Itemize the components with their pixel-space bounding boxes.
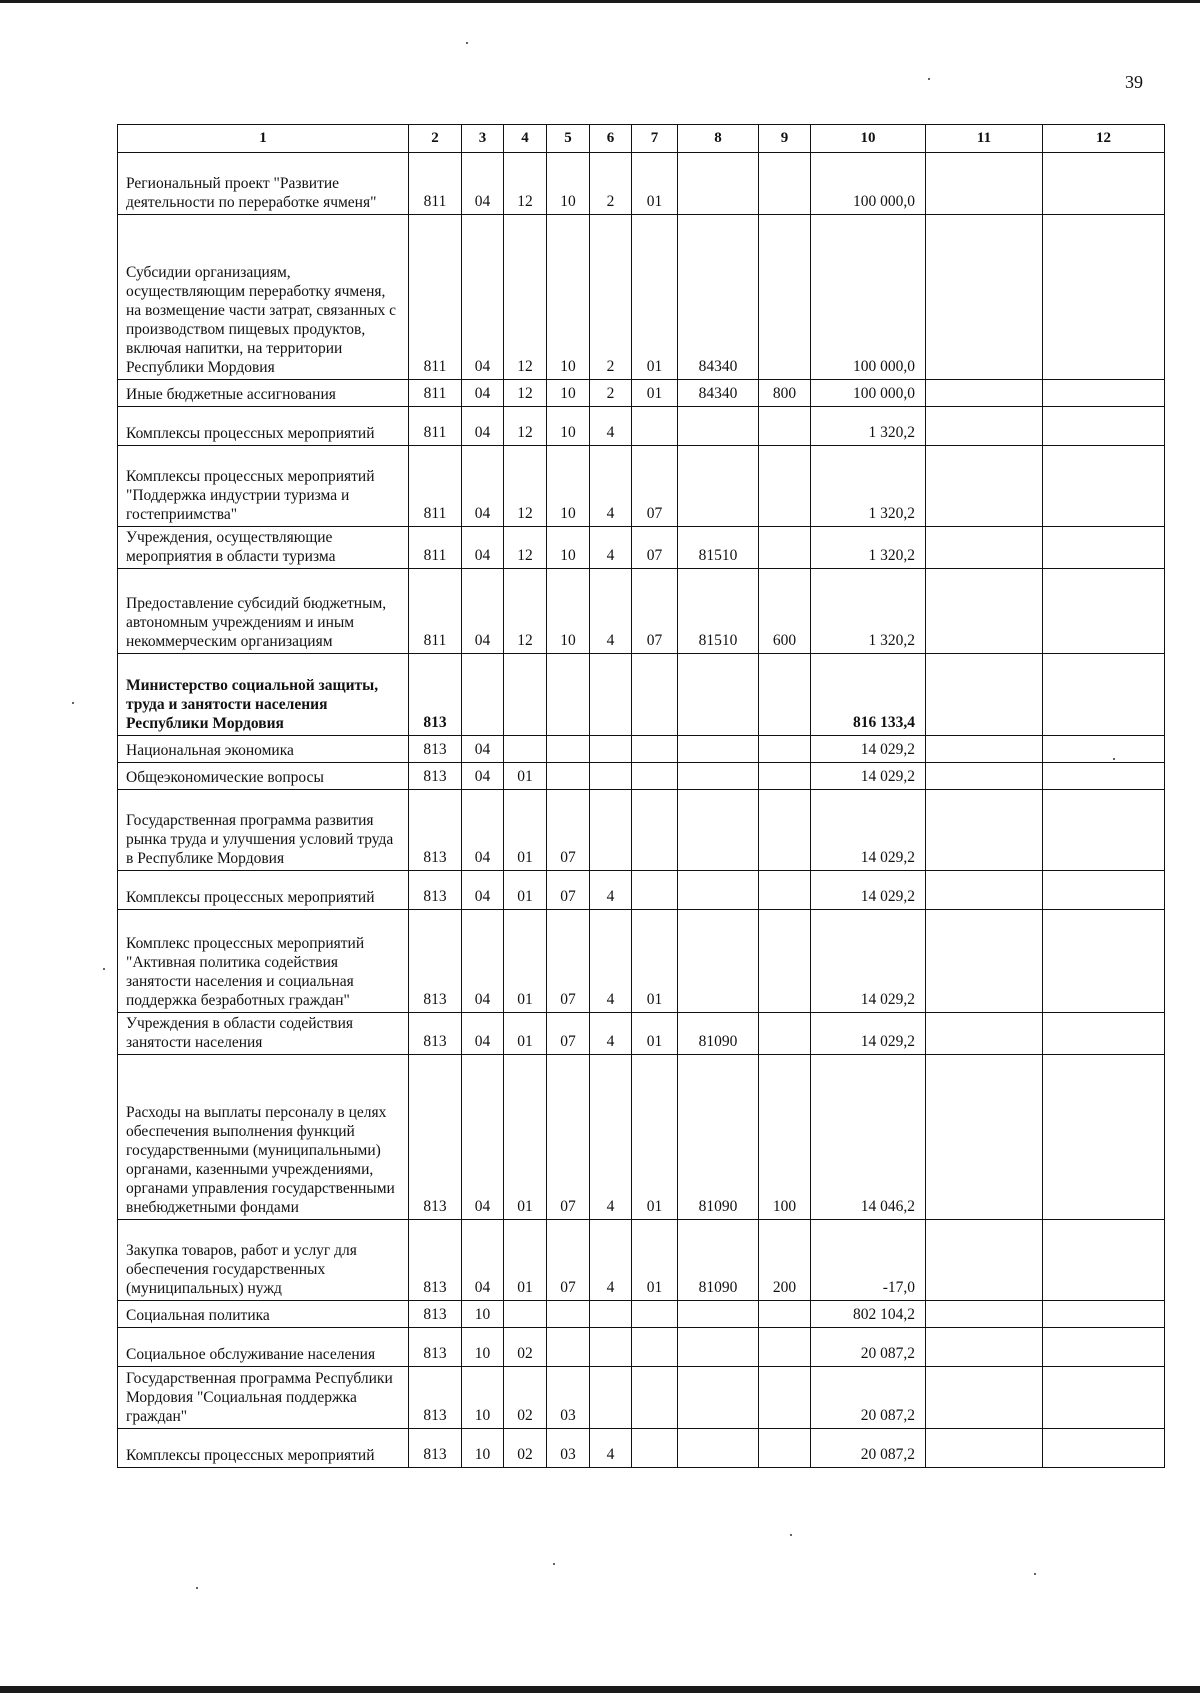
cell-col-2: 813 <box>409 763 462 790</box>
cell-col-10: 1 320,2 <box>811 527 926 569</box>
cell-col-11 <box>926 380 1043 407</box>
table-row <box>118 153 1165 215</box>
table-row <box>118 1013 1165 1055</box>
cell-col-3: 10 <box>462 1367 504 1429</box>
cell-col-9: 600 <box>759 569 811 654</box>
cell-col-5 <box>547 1328 590 1367</box>
cell-col-6 <box>590 736 632 763</box>
cell-col-6: 4 <box>590 1055 632 1220</box>
cell-col-6 <box>590 1328 632 1367</box>
cell-col-5: 07 <box>547 910 590 1013</box>
cell-col-4: 02 <box>504 1429 547 1468</box>
cell-col-6: 4 <box>590 1013 632 1055</box>
cell-col-12 <box>1043 1301 1165 1328</box>
cell-col-6: 4 <box>590 1429 632 1468</box>
cell-col-3: 04 <box>462 736 504 763</box>
scan-speck <box>1113 758 1115 760</box>
cell-col-2: 813 <box>409 1220 462 1301</box>
row-name-cell: Комплексы процессных мероприятий <box>118 871 409 910</box>
cell-col-9 <box>759 527 811 569</box>
cell-col-8: 81090 <box>678 1055 759 1220</box>
column-header: 4 <box>504 125 547 153</box>
cell-col-6: 4 <box>590 910 632 1013</box>
cell-col-9 <box>759 215 811 380</box>
cell-col-8 <box>678 446 759 527</box>
cell-col-2: 811 <box>409 215 462 380</box>
cell-col-5: 10 <box>547 153 590 215</box>
cell-col-3: 04 <box>462 790 504 871</box>
cell-col-7 <box>632 1328 678 1367</box>
table-header-row <box>118 125 1165 153</box>
cell-col-8 <box>678 1328 759 1367</box>
cell-col-7: 07 <box>632 569 678 654</box>
table-row <box>118 1055 1165 1220</box>
cell-col-9 <box>759 1429 811 1468</box>
cell-col-8: 81090 <box>678 1013 759 1055</box>
cell-col-2: 813 <box>409 790 462 871</box>
cell-col-11 <box>926 527 1043 569</box>
cell-col-6 <box>590 763 632 790</box>
cell-col-10: 1 320,2 <box>811 446 926 527</box>
cell-col-8: 81510 <box>678 527 759 569</box>
row-name-cell: Закупка товаров, работ и услуг для обеспечения государственных (муниципальных) нужд <box>118 1220 409 1301</box>
cell-col-6 <box>590 1367 632 1429</box>
cell-col-7 <box>632 1367 678 1429</box>
table-body <box>118 153 1165 1468</box>
cell-col-7 <box>632 1429 678 1468</box>
cell-col-10: 100 000,0 <box>811 215 926 380</box>
cell-col-3: 04 <box>462 1055 504 1220</box>
scan-speck <box>466 42 468 44</box>
cell-col-6: 4 <box>590 527 632 569</box>
cell-col-10: 20 087,2 <box>811 1429 926 1468</box>
cell-col-7 <box>632 654 678 736</box>
cell-col-4: 12 <box>504 380 547 407</box>
cell-col-7: 01 <box>632 910 678 1013</box>
table-row <box>118 1301 1165 1328</box>
cell-col-11 <box>926 1328 1043 1367</box>
cell-col-7 <box>632 790 678 871</box>
cell-col-11 <box>926 1013 1043 1055</box>
column-header: 7 <box>632 125 678 153</box>
cell-col-5: 10 <box>547 569 590 654</box>
cell-col-8 <box>678 790 759 871</box>
scan-speck <box>790 1534 792 1536</box>
cell-col-3: 04 <box>462 910 504 1013</box>
cell-col-10: 20 087,2 <box>811 1328 926 1367</box>
cell-col-3: 10 <box>462 1301 504 1328</box>
table-row <box>118 871 1165 910</box>
cell-col-2: 811 <box>409 153 462 215</box>
cell-col-8 <box>678 1301 759 1328</box>
cell-col-6: 4 <box>590 407 632 446</box>
cell-col-6: 4 <box>590 871 632 910</box>
cell-col-7: 01 <box>632 1220 678 1301</box>
row-name-cell: Национальная экономика <box>118 736 409 763</box>
cell-col-7 <box>632 763 678 790</box>
column-header: 6 <box>590 125 632 153</box>
cell-col-9 <box>759 1013 811 1055</box>
cell-col-2: 811 <box>409 407 462 446</box>
cell-col-8 <box>678 1367 759 1429</box>
cell-col-3: 04 <box>462 569 504 654</box>
cell-col-10: 14 029,2 <box>811 871 926 910</box>
cell-col-5 <box>547 1301 590 1328</box>
cell-col-2: 811 <box>409 527 462 569</box>
cell-col-10: 1 320,2 <box>811 569 926 654</box>
cell-col-2: 811 <box>409 380 462 407</box>
table-row <box>118 215 1165 380</box>
cell-col-8 <box>678 1429 759 1468</box>
cell-col-5: 07 <box>547 871 590 910</box>
cell-col-2: 813 <box>409 654 462 736</box>
table-row <box>118 1429 1165 1468</box>
cell-col-9: 100 <box>759 1055 811 1220</box>
cell-col-2: 813 <box>409 910 462 1013</box>
cell-col-3: 04 <box>462 446 504 527</box>
scan-speck <box>1034 1573 1036 1575</box>
cell-col-12 <box>1043 1220 1165 1301</box>
scan-speck <box>72 702 74 704</box>
cell-col-4: 12 <box>504 407 547 446</box>
cell-col-7: 01 <box>632 380 678 407</box>
cell-col-12 <box>1043 1328 1165 1367</box>
row-name-cell: Министерство социальной защиты, труда и занятости населения Республики Мордовия <box>118 654 409 736</box>
cell-col-11 <box>926 153 1043 215</box>
cell-col-12 <box>1043 790 1165 871</box>
table-row <box>118 407 1165 446</box>
cell-col-4: 12 <box>504 446 547 527</box>
cell-col-5 <box>547 654 590 736</box>
cell-col-9: 800 <box>759 380 811 407</box>
table-row <box>118 569 1165 654</box>
cell-col-3: 04 <box>462 1220 504 1301</box>
row-name-cell: Социальная политика <box>118 1301 409 1328</box>
column-header: 3 <box>462 125 504 153</box>
cell-col-4: 01 <box>504 1220 547 1301</box>
row-name-cell: Комплекс процессных мероприятий "Активная политика содействия занятости населения и социальная поддержка безработных граждан" <box>118 910 409 1013</box>
cell-col-5: 10 <box>547 215 590 380</box>
cell-col-10: 802 104,2 <box>811 1301 926 1328</box>
cell-col-4: 01 <box>504 871 547 910</box>
table-row <box>118 1328 1165 1367</box>
cell-col-2: 813 <box>409 1367 462 1429</box>
scan-speck <box>196 1587 198 1589</box>
cell-col-10: 14 029,2 <box>811 1013 926 1055</box>
cell-col-3: 04 <box>462 763 504 790</box>
cell-col-7 <box>632 736 678 763</box>
cell-col-10: 14 029,2 <box>811 910 926 1013</box>
cell-col-11 <box>926 1429 1043 1468</box>
cell-col-8 <box>678 763 759 790</box>
cell-col-9 <box>759 763 811 790</box>
cell-col-12 <box>1043 1013 1165 1055</box>
cell-col-10: 1 320,2 <box>811 407 926 446</box>
cell-col-2: 813 <box>409 871 462 910</box>
cell-col-4 <box>504 736 547 763</box>
row-name-cell: Комплексы процессных мероприятий <box>118 407 409 446</box>
cell-col-11 <box>926 1367 1043 1429</box>
cell-col-11 <box>926 763 1043 790</box>
table-row <box>118 446 1165 527</box>
cell-col-4: 01 <box>504 910 547 1013</box>
cell-col-3: 04 <box>462 153 504 215</box>
cell-col-7: 01 <box>632 1013 678 1055</box>
cell-col-10: -17,0 <box>811 1220 926 1301</box>
cell-col-10: 14 029,2 <box>811 736 926 763</box>
cell-col-11 <box>926 910 1043 1013</box>
cell-col-8: 84340 <box>678 380 759 407</box>
cell-col-6: 2 <box>590 153 632 215</box>
cell-col-5: 07 <box>547 1055 590 1220</box>
cell-col-7: 01 <box>632 153 678 215</box>
table-row <box>118 654 1165 736</box>
cell-col-4: 01 <box>504 763 547 790</box>
cell-col-4 <box>504 654 547 736</box>
cell-col-12 <box>1043 153 1165 215</box>
scan-speck <box>553 1563 555 1565</box>
cell-col-7: 07 <box>632 446 678 527</box>
cell-col-3 <box>462 654 504 736</box>
cell-col-12 <box>1043 1367 1165 1429</box>
cell-col-10: 14 029,2 <box>811 763 926 790</box>
cell-col-2: 813 <box>409 736 462 763</box>
cell-col-3: 04 <box>462 380 504 407</box>
cell-col-9 <box>759 1328 811 1367</box>
cell-col-6 <box>590 790 632 871</box>
cell-col-8 <box>678 910 759 1013</box>
cell-col-7 <box>632 1301 678 1328</box>
cell-col-6: 2 <box>590 215 632 380</box>
cell-col-3: 04 <box>462 407 504 446</box>
cell-col-5: 03 <box>547 1367 590 1429</box>
cell-col-7 <box>632 407 678 446</box>
cell-col-12 <box>1043 380 1165 407</box>
row-name-cell: Субсидии организациям, осуществляющим переработку ячменя, на возмещение части затрат, связанных с производством пищевых продуктов, включая напитки, на территории Республики Мордовия <box>118 215 409 380</box>
cell-col-5: 10 <box>547 407 590 446</box>
cell-col-4: 12 <box>504 569 547 654</box>
cell-col-6 <box>590 654 632 736</box>
row-name-cell: Расходы на выплаты персоналу в целях обеспечения выполнения функций государственными (муниципальными) органами, казенными учреждениями, органами управления государственными внебюджетными фондами <box>118 1055 409 1220</box>
cell-col-2: 811 <box>409 569 462 654</box>
row-name-cell: Учреждения в области содействия занятости населения <box>118 1013 409 1055</box>
cell-col-2: 813 <box>409 1328 462 1367</box>
cell-col-4: 01 <box>504 1055 547 1220</box>
row-name-cell: Государственная программа развития рынка труда и улучшения условий труда в Республике Мордовия <box>118 790 409 871</box>
cell-col-11 <box>926 790 1043 871</box>
cell-col-2: 811 <box>409 446 462 527</box>
cell-col-12 <box>1043 569 1165 654</box>
cell-col-2: 813 <box>409 1013 462 1055</box>
cell-col-4: 02 <box>504 1328 547 1367</box>
column-header: 5 <box>547 125 590 153</box>
cell-col-9 <box>759 654 811 736</box>
cell-col-4: 01 <box>504 790 547 871</box>
row-name-cell: Иные бюджетные ассигнования <box>118 380 409 407</box>
row-name-cell: Комплексы процессных мероприятий <box>118 1429 409 1468</box>
table-row <box>118 910 1165 1013</box>
cell-col-11 <box>926 1301 1043 1328</box>
cell-col-9 <box>759 910 811 1013</box>
cell-col-5: 07 <box>547 1013 590 1055</box>
cell-col-7: 01 <box>632 1055 678 1220</box>
cell-col-10: 14 046,2 <box>811 1055 926 1220</box>
row-name-cell: Комплексы процессных мероприятий "Поддержка индустрии туризма и гостеприимства" <box>118 446 409 527</box>
cell-col-10: 14 029,2 <box>811 790 926 871</box>
scan-edge-bottom <box>0 1686 1200 1693</box>
cell-col-5: 10 <box>547 527 590 569</box>
cell-col-3: 10 <box>462 1429 504 1468</box>
cell-col-4: 12 <box>504 527 547 569</box>
cell-col-6: 2 <box>590 380 632 407</box>
cell-col-11 <box>926 1055 1043 1220</box>
table-row <box>118 1367 1165 1429</box>
cell-col-9: 200 <box>759 1220 811 1301</box>
cell-col-8: 81510 <box>678 569 759 654</box>
row-name-cell: Социальное обслуживание населения <box>118 1328 409 1367</box>
table-row <box>118 380 1165 407</box>
cell-col-8 <box>678 736 759 763</box>
cell-col-5 <box>547 763 590 790</box>
cell-col-11 <box>926 654 1043 736</box>
cell-col-6: 4 <box>590 446 632 527</box>
cell-col-9 <box>759 446 811 527</box>
cell-col-7: 07 <box>632 527 678 569</box>
cell-col-5: 07 <box>547 790 590 871</box>
cell-col-11 <box>926 736 1043 763</box>
cell-col-10: 816 133,4 <box>811 654 926 736</box>
cell-col-12 <box>1043 446 1165 527</box>
scan-edge-top <box>0 0 1200 3</box>
cell-col-4: 12 <box>504 153 547 215</box>
cell-col-4: 01 <box>504 1013 547 1055</box>
cell-col-2: 813 <box>409 1055 462 1220</box>
table-row <box>118 736 1165 763</box>
cell-col-9 <box>759 153 811 215</box>
cell-col-12 <box>1043 736 1165 763</box>
cell-col-5 <box>547 736 590 763</box>
cell-col-8 <box>678 407 759 446</box>
column-header: 11 <box>926 125 1043 153</box>
cell-col-10: 20 087,2 <box>811 1367 926 1429</box>
cell-col-11 <box>926 446 1043 527</box>
cell-col-12 <box>1043 527 1165 569</box>
page-number: 39 <box>1125 72 1143 92</box>
cell-col-11 <box>926 215 1043 380</box>
cell-col-9 <box>759 1367 811 1429</box>
column-header: 9 <box>759 125 811 153</box>
cell-col-12 <box>1043 654 1165 736</box>
table-row <box>118 790 1165 871</box>
cell-col-3: 04 <box>462 871 504 910</box>
cell-col-2: 813 <box>409 1301 462 1328</box>
cell-col-6 <box>590 1301 632 1328</box>
cell-col-9 <box>759 790 811 871</box>
cell-col-8: 84340 <box>678 215 759 380</box>
scan-speck <box>103 968 105 970</box>
column-header: 2 <box>409 125 462 153</box>
cell-col-9 <box>759 736 811 763</box>
table-row <box>118 1220 1165 1301</box>
row-name-cell: Государственная программа Республики Мордовия "Социальная поддержка граждан" <box>118 1367 409 1429</box>
cell-col-8 <box>678 153 759 215</box>
cell-col-10: 100 000,0 <box>811 153 926 215</box>
cell-col-6: 4 <box>590 569 632 654</box>
cell-col-9 <box>759 407 811 446</box>
scan-speck <box>928 78 930 80</box>
cell-col-3: 04 <box>462 527 504 569</box>
cell-col-7: 01 <box>632 215 678 380</box>
column-header: 12 <box>1043 125 1165 153</box>
column-header: 8 <box>678 125 759 153</box>
cell-col-12 <box>1043 1429 1165 1468</box>
row-name-cell: Общеэкономические вопросы <box>118 763 409 790</box>
cell-col-5: 10 <box>547 446 590 527</box>
cell-col-4: 12 <box>504 215 547 380</box>
cell-col-8 <box>678 871 759 910</box>
cell-col-12 <box>1043 407 1165 446</box>
cell-col-12 <box>1043 910 1165 1013</box>
cell-col-6: 4 <box>590 1220 632 1301</box>
cell-col-2: 813 <box>409 1429 462 1468</box>
cell-col-3: 04 <box>462 1013 504 1055</box>
cell-col-11 <box>926 871 1043 910</box>
budget-table <box>117 124 1165 1468</box>
cell-col-5: 07 <box>547 1220 590 1301</box>
cell-col-9 <box>759 871 811 910</box>
row-name-cell: Предоставление субсидий бюджетным, автономным учреждениям и иным некоммерческим организациям <box>118 569 409 654</box>
cell-col-11 <box>926 1220 1043 1301</box>
cell-col-11 <box>926 407 1043 446</box>
row-name-cell: Региональный проект "Развитие деятельности по переработке ячменя" <box>118 153 409 215</box>
cell-col-11 <box>926 569 1043 654</box>
cell-col-12 <box>1043 215 1165 380</box>
cell-col-4: 02 <box>504 1367 547 1429</box>
cell-col-12 <box>1043 1055 1165 1220</box>
cell-col-4 <box>504 1301 547 1328</box>
cell-col-8: 81090 <box>678 1220 759 1301</box>
column-header: 10 <box>811 125 926 153</box>
cell-col-8 <box>678 654 759 736</box>
cell-col-5: 03 <box>547 1429 590 1468</box>
cell-col-12 <box>1043 871 1165 910</box>
row-name-cell: Учреждения, осуществляющие мероприятия в области туризма <box>118 527 409 569</box>
table-row <box>118 763 1165 790</box>
cell-col-12 <box>1043 763 1165 790</box>
cell-col-3: 10 <box>462 1328 504 1367</box>
cell-col-9 <box>759 1301 811 1328</box>
column-header: 1 <box>118 125 409 153</box>
table-row <box>118 527 1165 569</box>
cell-col-5: 10 <box>547 380 590 407</box>
cell-col-7 <box>632 871 678 910</box>
cell-col-3: 04 <box>462 215 504 380</box>
cell-col-10: 100 000,0 <box>811 380 926 407</box>
